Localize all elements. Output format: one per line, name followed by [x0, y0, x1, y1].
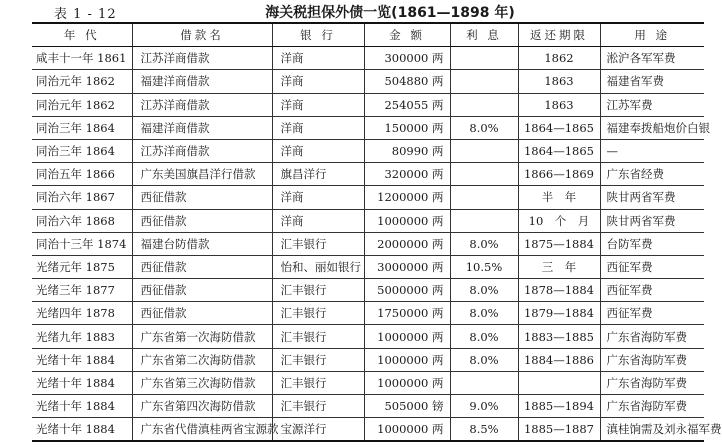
interest-cell [450, 163, 518, 186]
loan-name-cell: 广东省第三次海防借款 [132, 371, 272, 394]
purpose-cell: 西征军费 [600, 255, 704, 278]
era-cell: 同治元年 1862 [32, 93, 132, 116]
repayment-term-cell: 半 年 [518, 186, 600, 209]
amount-cell: 2000000 两 [364, 232, 450, 255]
interest-cell: 9.0% [450, 395, 518, 418]
amount-cell: 1000000 两 [364, 371, 450, 394]
bank-cell: 怡和、丽如银行 [272, 255, 364, 278]
loan-name-cell: 福建洋商借款 [132, 70, 272, 93]
loan-name-cell: 西征借款 [132, 209, 272, 232]
repayment-term-cell: 1884—1886 [518, 348, 600, 371]
interest-cell [450, 70, 518, 93]
repayment-term-cell: 1866—1869 [518, 163, 600, 186]
amount-cell: 320000 两 [364, 163, 450, 186]
bank-cell: 汇丰银行 [272, 302, 364, 325]
table-row [32, 348, 704, 371]
purpose-cell: 福建省军费 [600, 70, 704, 93]
table-row [32, 232, 704, 255]
repayment-term-cell: 1885—1894 [518, 395, 600, 418]
purpose-cell: 台防军费 [600, 232, 704, 255]
bank-cell: 洋商 [272, 70, 364, 93]
amount-cell: 1750000 两 [364, 302, 450, 325]
purpose-cell: 淞沪各军军费 [600, 47, 704, 70]
loan-name-cell: 江苏洋商借款 [132, 93, 272, 116]
table-row [32, 163, 704, 186]
interest-cell [450, 47, 518, 70]
table-row [32, 418, 704, 442]
bank-cell: 洋商 [272, 186, 364, 209]
purpose-cell: 福建奉拨船炮价白银 [600, 116, 704, 139]
table-row [32, 93, 704, 116]
repayment-term-cell [518, 371, 600, 394]
purpose-cell: 陕甘两省军费 [600, 209, 704, 232]
purpose-cell: 广东省经费 [600, 163, 704, 186]
bank-cell: 汇丰银行 [272, 325, 364, 348]
interest-cell: 8.5% [450, 418, 518, 442]
bank-cell: 洋商 [272, 93, 364, 116]
table-title: 海关税担保外债一览(1861—1898 年) [265, 5, 515, 21]
loan-name-cell: 江苏洋商借款 [132, 139, 272, 162]
bank-cell: 宝源洋行 [272, 418, 364, 442]
era-cell: 咸丰十一年 1861 [32, 47, 132, 70]
era-cell: 光绪四年 1878 [32, 302, 132, 325]
loan-name-cell: 西征借款 [132, 186, 272, 209]
bank-cell: 洋商 [272, 139, 364, 162]
amount-cell: 1000000 两 [364, 325, 450, 348]
amount-cell: 504880 两 [364, 70, 450, 93]
repayment-term-cell: 1863 [518, 93, 600, 116]
interest-cell: 8.0% [450, 348, 518, 371]
bank-cell: 旗昌洋行 [272, 163, 364, 186]
loan-name-cell: 广东省第二次海防借款 [132, 348, 272, 371]
purpose-cell: 江苏军费 [600, 93, 704, 116]
repayment-term-cell: 1879—1884 [518, 302, 600, 325]
era-cell: 光绪十年 1884 [32, 395, 132, 418]
table-row [32, 116, 704, 139]
table-row [32, 139, 704, 162]
amount-cell: 1000000 两 [364, 348, 450, 371]
interest-cell [450, 139, 518, 162]
era-cell: 光绪十年 1884 [32, 418, 132, 442]
bank-cell: 洋商 [272, 47, 364, 70]
table-row [32, 371, 704, 394]
purpose-cell: 西征军费 [600, 279, 704, 302]
bank-cell: 洋商 [272, 209, 364, 232]
purpose-cell: 滇桂饷需及刘永福军费 [600, 418, 704, 442]
bank-cell: 汇丰银行 [272, 232, 364, 255]
era-cell: 光绪九年 1883 [32, 325, 132, 348]
table-row [32, 47, 704, 70]
purpose-cell: 广东省海防军费 [600, 395, 704, 418]
bank-cell: 汇丰银行 [272, 279, 364, 302]
era-cell: 同治三年 1864 [32, 116, 132, 139]
table-row [32, 255, 704, 278]
repayment-term-cell: 1885—1887 [518, 418, 600, 442]
era-cell: 同治六年 1868 [32, 209, 132, 232]
repayment-term-cell: 1878—1884 [518, 279, 600, 302]
header-era: 年 代 [32, 23, 132, 47]
loan-name-cell: 广东省第一次海防借款 [132, 325, 272, 348]
repayment-term-cell: 1864—1865 [518, 139, 600, 162]
interest-cell: 8.0% [450, 302, 518, 325]
era-cell: 同治六年 1867 [32, 186, 132, 209]
loan-name-cell: 福建洋商借款 [132, 116, 272, 139]
interest-cell [450, 371, 518, 394]
purpose-cell: — [600, 139, 704, 162]
amount-cell: 300000 两 [364, 47, 450, 70]
loan-name-cell: 广东省代借滇桂两省宝源款 [132, 418, 272, 442]
bank-cell: 洋商 [272, 116, 364, 139]
table-row [32, 279, 704, 302]
table-row [32, 70, 704, 93]
table-row [32, 209, 704, 232]
amount-cell: 1000000 两 [364, 418, 450, 442]
loan-name-cell: 西征借款 [132, 302, 272, 325]
amount-cell: 80990 两 [364, 139, 450, 162]
loan-name-cell: 西征借款 [132, 279, 272, 302]
repayment-term-cell: 三 年 [518, 255, 600, 278]
era-cell: 光绪三年 1877 [32, 279, 132, 302]
header-purpose: 用 途 [600, 23, 704, 47]
interest-cell: 10.5% [450, 255, 518, 278]
interest-cell [450, 93, 518, 116]
loan-name-cell: 广东省第四次海防借款 [132, 395, 272, 418]
table-number: 表 1 - 12 [54, 7, 117, 22]
loan-name-cell: 西征借款 [132, 255, 272, 278]
header-repayment-term: 返还期限 [518, 23, 600, 47]
table-row [32, 186, 704, 209]
repayment-term-cell: 1883—1885 [518, 325, 600, 348]
table-row [32, 325, 704, 348]
purpose-cell: 陕甘两省军费 [600, 186, 704, 209]
table-caption [0, 0, 720, 22]
repayment-term-cell: 10 个 月 [518, 209, 600, 232]
foreign-loans-table [32, 22, 722, 442]
interest-cell: 8.0% [450, 279, 518, 302]
repayment-term-cell: 1863 [518, 70, 600, 93]
interest-cell: 8.0% [450, 116, 518, 139]
bank-cell: 汇丰银行 [272, 371, 364, 394]
header-loan-name: 借款名 [132, 23, 272, 47]
loan-name-cell: 江苏洋商借款 [132, 47, 272, 70]
amount-cell: 505000 镑 [364, 395, 450, 418]
purpose-cell: 广东省海防军费 [600, 371, 704, 394]
era-cell: 同治五年 1866 [32, 163, 132, 186]
era-cell: 光绪十年 1884 [32, 371, 132, 394]
purpose-cell: 广东省海防军费 [600, 325, 704, 348]
table-row [32, 395, 704, 418]
bank-cell: 汇丰银行 [272, 395, 364, 418]
header-interest: 利 息 [450, 23, 518, 47]
amount-cell: 150000 两 [364, 116, 450, 139]
era-cell: 同治十三年 1874 [32, 232, 132, 255]
amount-cell: 254055 两 [364, 93, 450, 116]
interest-cell: 8.0% [450, 325, 518, 348]
amount-cell: 1000000 两 [364, 209, 450, 232]
purpose-cell: 西征军费 [600, 302, 704, 325]
interest-cell [450, 209, 518, 232]
header-bank: 银 行 [272, 23, 364, 47]
era-cell: 光绪十年 1884 [32, 348, 132, 371]
header-row [32, 23, 704, 47]
amount-cell: 3000000 两 [364, 255, 450, 278]
repayment-term-cell: 1875—1884 [518, 232, 600, 255]
table-row [32, 302, 704, 325]
purpose-cell: 广东省海防军费 [600, 348, 704, 371]
table-body [32, 47, 722, 442]
amount-cell: 5000000 两 [364, 279, 450, 302]
repayment-term-cell: 1864—1865 [518, 116, 600, 139]
era-cell: 光绪元年 1875 [32, 255, 132, 278]
interest-cell [450, 186, 518, 209]
loan-name-cell: 福建台防借款 [132, 232, 272, 255]
repayment-term-cell: 1862 [518, 47, 600, 70]
era-cell: 同治三年 1864 [32, 139, 132, 162]
era-cell: 同治元年 1862 [32, 70, 132, 93]
bank-cell: 汇丰银行 [272, 348, 364, 371]
amount-cell: 1200000 两 [364, 186, 450, 209]
table-header [32, 23, 704, 47]
loan-name-cell: 广东美国旗昌洋行借款 [132, 163, 272, 186]
header-amount: 金 额 [364, 23, 450, 47]
interest-cell: 8.0% [450, 232, 518, 255]
